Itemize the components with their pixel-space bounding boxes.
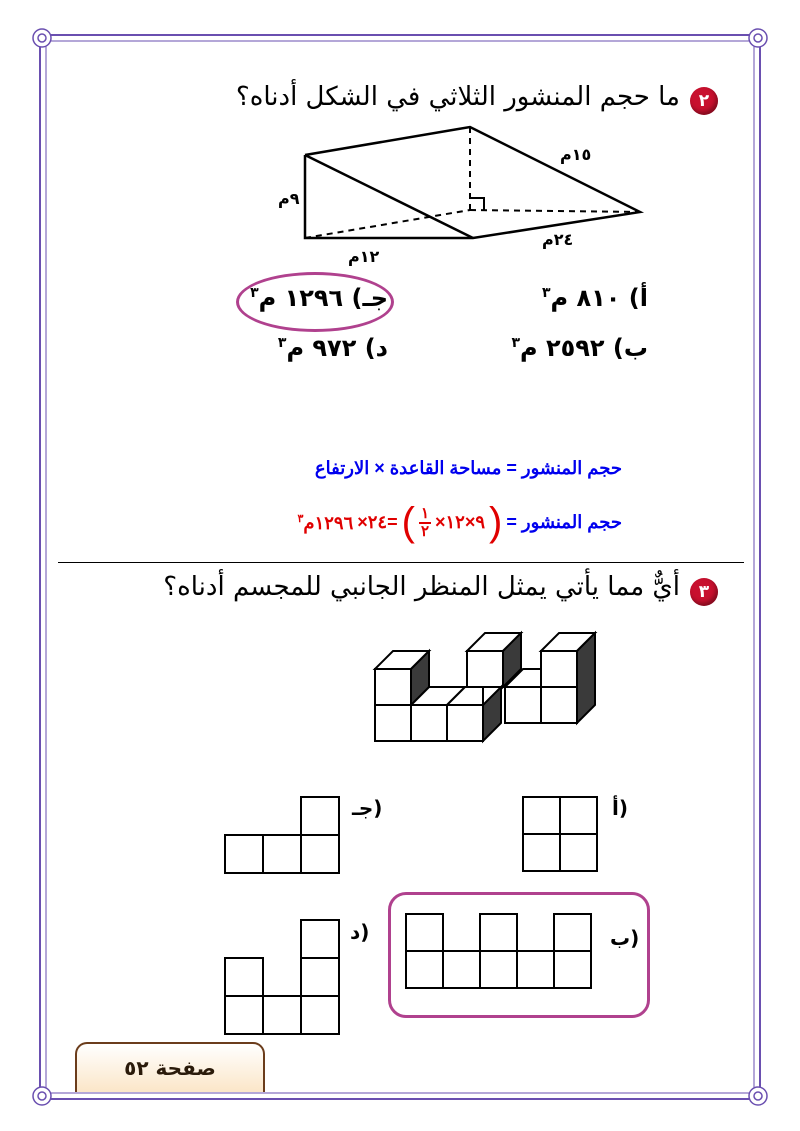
formula-result-value: ١٢٩٦م	[303, 512, 354, 533]
q2-choice-d-letter: د)	[364, 334, 388, 362]
question-2-number: ٢	[690, 87, 718, 115]
q3-option-c-figure[interactable]	[222, 796, 340, 876]
prism-figure	[260, 120, 680, 270]
q2-choice-c[interactable]	[250, 284, 388, 312]
q3-option-d-figure[interactable]	[222, 918, 340, 1038]
section-divider	[58, 562, 744, 563]
label-height: ٩م	[278, 189, 300, 208]
formula-applied: حجم المنشور = ( ٩×١٢× ١ ٢ ) =٢٤× ١٢٩٦م$^٣$	[297, 500, 622, 544]
q2-choice-b-letter: ب)	[612, 334, 648, 362]
cube-solid-figure	[370, 625, 630, 765]
question-3-number: ٣	[690, 578, 718, 606]
q2-choice-c-letter: جـ)	[351, 284, 388, 312]
formula-result	[297, 512, 353, 534]
formula-left: حجم المنشور =	[506, 512, 622, 532]
question-3-text: أيٌّ مما يأتي يمثل المنظر الجانبي للمجسم أدناه؟	[163, 572, 680, 602]
q2-choice-b-sup: ٣	[511, 335, 520, 351]
formula-inner: ٩×١٢×	[435, 512, 486, 532]
question-2-text: ما حجم المنشور الثلاثي في الشكل أدناه؟	[235, 82, 680, 112]
q2-choice-d[interactable]	[278, 334, 388, 362]
q2-choice-a-value: ٨١٠ م	[550, 284, 621, 312]
q2-choice-a-sup: ٣	[541, 285, 551, 301]
page-number-label: صفحة ٥٢	[124, 1056, 216, 1080]
q3-option-b-figure[interactable]	[404, 912, 604, 992]
formula-general: حجم المنشور = مساحة القاعدة × الارتفاع	[314, 458, 622, 478]
q2-choice-c-value: ١٢٩٦ م	[258, 284, 344, 312]
formula-rest: =٢٤×	[357, 512, 398, 532]
q3-option-a-label: أ)	[612, 796, 628, 820]
page-number-tab	[75, 1042, 265, 1092]
q3-option-a-figure[interactable]	[522, 796, 598, 872]
q2-choice-b[interactable]	[511, 334, 648, 362]
q3-option-c-label: جـ)	[352, 796, 383, 820]
q2-choice-d-sup: ٣	[277, 335, 287, 351]
q2-choice-b-value: ٢٥٩٢ م	[520, 334, 605, 362]
formula-frac-num: ١	[420, 504, 429, 522]
q3-option-d-label: د)	[350, 920, 370, 944]
q2-choice-d-value: ٩٧٢ م	[286, 334, 357, 362]
label-base: ١٢م	[348, 247, 380, 266]
label-depth: ٢٤م	[542, 230, 574, 249]
q2-choice-a[interactable]	[542, 284, 648, 312]
q3-option-b-label: ب)	[610, 926, 640, 950]
q2-choice-a-letter: أ)	[628, 284, 648, 312]
formula-result-sup: ٣	[297, 512, 304, 525]
formula-frac-den: ٢	[420, 522, 429, 540]
label-slant: ١٥م	[560, 145, 592, 164]
q2-choice-c-sup: ٣	[250, 285, 259, 301]
